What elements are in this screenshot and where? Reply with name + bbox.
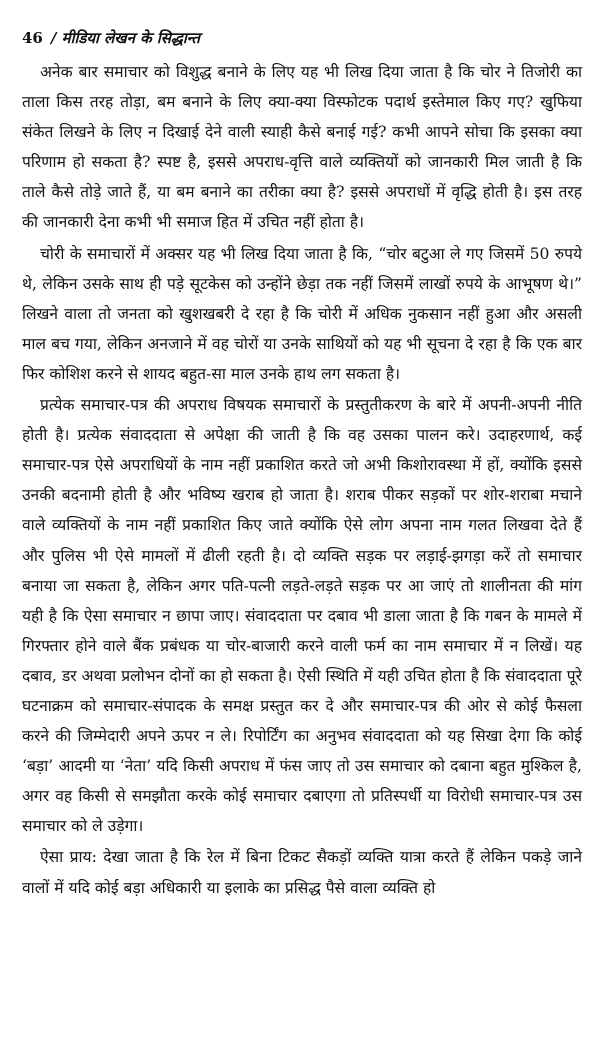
book-title: मीडिया लेखन के सिद्धान्त [61,29,200,47]
header-separator: / [50,29,57,47]
book-page [22,28,582,903]
running-header [22,28,582,48]
paragraph-4: ऐसा प्राय: देखा जाता है कि रेल में बिना टिकट सैकड़ों व्यक्ति यात्रा करते हैं लेकिन पकड़े जाने वालों में यदि कोई बड़ा अधिकारी या इलाके का प्रसिद्ध पैसे वाला व्यक्ति हो [22,848,582,897]
paragraph-1: अनेक बार समाचार को विशुद्ध बनाने के लिए यह भी लिख दिया जाता है कि चोर ने तिजोरी का ताला किस तरह तोड़ा, बम बनाने के लिए क्या-क्या विस्फोटक पदार्थ इस्तेमाल किए गए? खुफिया संकेत लिखने के लिए न दिखाई देने वाली स्याही कैसे बनाई गई? कभी आपने सोचा कि इसका क्या परिणाम हो सकता है? स्पष्ट है, इससे अपराध-वृत्ति वाले व्यक्तियों को जानकारी मिल जाती है कि ताले कैसे तोड़े जाते हैं, या बम बनाने का तरीका क्या है? इससे अपराधों में वृद्धि होती है। इस तरह की जानकारी देना कभी भी समाज हित में उचित नहीं होता है। [22,63,582,232]
paragraph-3: प्रत्येक समाचार-पत्र की अपराध विषयक समाचारों के प्रस्तुतीकरण के बारे में अपनी-अपनी नीति होती है। प्रत्येक संवाददाता से अपेक्षा की जाती है कि वह उसका पालन करे। उदाहरणार्थ, कई समाचार-पत्र ऐसे अपराधियों के नाम नहीं प्रकाशित करते जो अभी किशोरावस्था में हों, क्योंकि इससे उनकी बदनामी होती है और भविष्य खराब हो जाता है। शराब पीकर सड़कों पर शोर-शराबा मचाने वाले व्यक्तियों के नाम नहीं प्रकाशित किए जाते क्योंकि ऐसे लोग अपना नाम गलत लिखवा देते हैं और पुलिस भी ऐसे मामलों में ढीली रहती है। दो व्यक्ति सड़क पर लड़ाई-झगड़ा करें तो समाचार बनाया जा सकता है, लेकिन अगर पति-पत्नी लड़ते-लड़ते सड़क पर आ जाएं तो शालीनता की मांग यही है कि ऐसा समाचार न छापा जाए। संवाददाता पर दबाव भी डाला जाता है कि गबन के मामले में गिरफ्तार होने वाले बैंक प्रबंधक या चोर-बाजारी करने वाली फर्म का नाम समाचार में न लिखें। यह दबाव, डर अथवा प्रलोभन दोनों का हो सकता है। ऐसी स्थिति में यही उचित होता है कि संवाददाता पूरे घटनाक्रम को समाचार-संपादक के समक्ष प्रस्तुत कर दे और समाचार-पत्र की ओर से कोई फैसला करने की जिम्मेदारी अपने ऊपर न ले। रिपोर्टिंग का अनुभव संवाददाता को यह सिखा देगा कि कोई ‘बड़ा’ आदमी या ‘नेता’ यदि किसी अपराध में फंस जाए तो उस समाचार को दबाना बहुत मुश्किल है, अगर वह किसी से समझौता करके कोई समाचार दबाएगा तो प्रतिस्पर्धी या विरोधी समाचार-पत्र उस समाचार को ले उड़ेगा। [22,396,582,836]
page-number: 46 [22,29,43,47]
paragraph-2: चोरी के समाचारों में अक्सर यह भी लिख दिया जाता है कि, “चोर बटुआ ले गए जिसमें 50 रुपये थे, लेकिन उसके साथ ही पड़े सूटकेस को उन्होंने छेड़ा तक नहीं जिसमें लाखों रुपये के आभूषण थे।” लिखने वाला तो जनता को खुशखबरी दे रहा है कि चोरी में अधिक नुकसान नहीं हुआ और असली माल बच गया, लेकिन अनजाने में वह चोरों या उनके साथियों को यह भी सूचना दे रहा है कि एक बार फिर कोशिश करने से शायद बहुत-सा माल उनके हाथ लग सकता है। [22,244,582,383]
